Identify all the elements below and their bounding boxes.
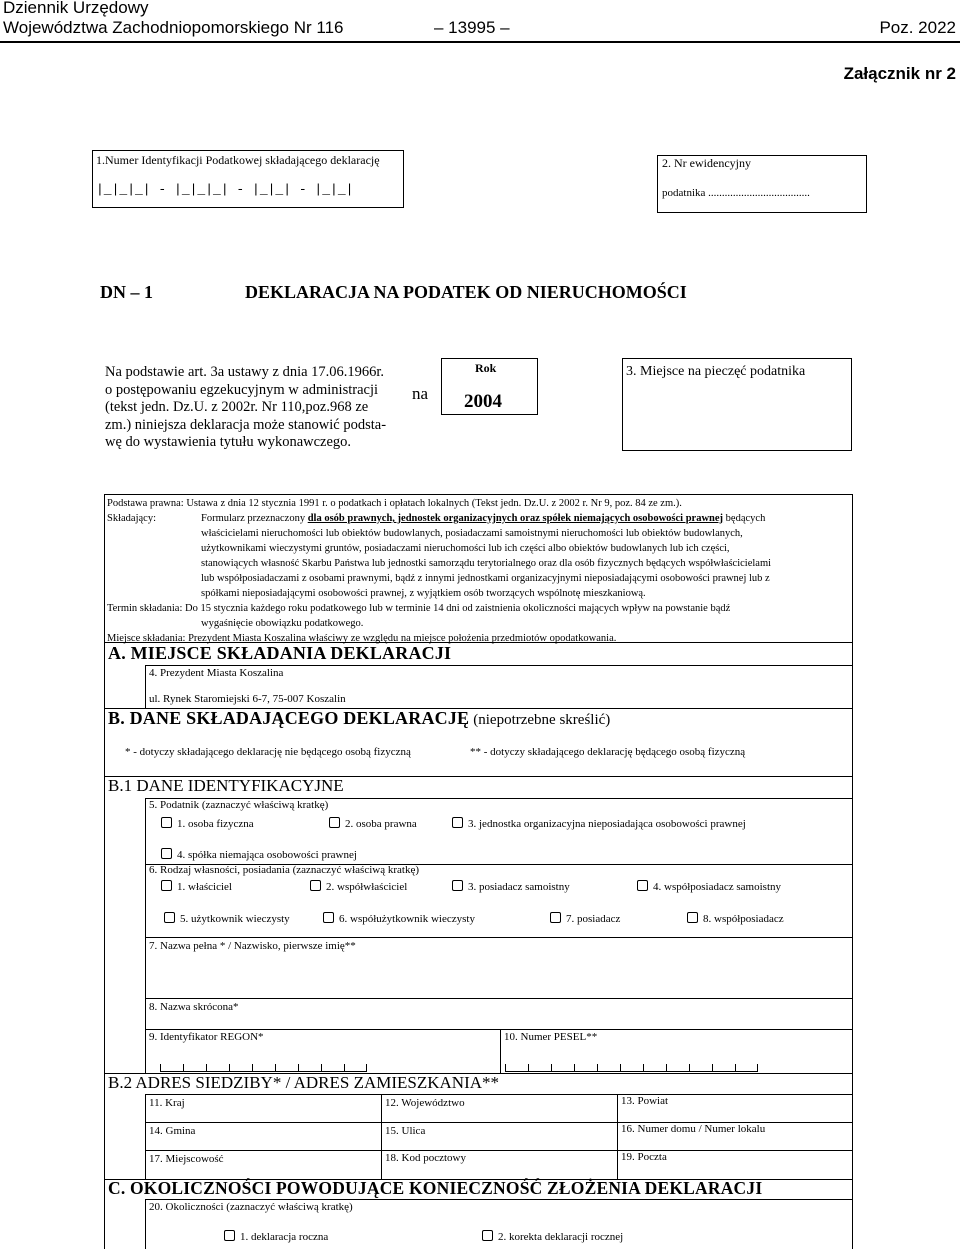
checkbox[interactable]: [687, 912, 698, 923]
checkbox[interactable]: [161, 848, 172, 859]
checkbox[interactable]: [482, 1230, 493, 1241]
ownership-option-2[interactable]: [310, 880, 407, 893]
annex-label: Załącznik nr 2: [843, 64, 956, 83]
info-block: [107, 496, 852, 646]
section-c-indent: [145, 1199, 146, 1249]
year-label: Rok: [475, 361, 497, 375]
checkbox[interactable]: [224, 1230, 235, 1241]
section-b2-title: B.2 ADRES SIEDZIBY* / ADRES ZAMIESZKANIA**: [108, 1073, 500, 1092]
option-label: 1. właściciel: [177, 881, 232, 893]
postal-code-label: 18. Kod pocztowy: [385, 1152, 466, 1164]
form-top-border: [104, 494, 853, 495]
evidence-number-field[interactable]: podatnika .....................................: [662, 187, 810, 199]
filer-line: lub współposiadaczami z osobami prawnymi, bądź z innymi jednostkami organizacyjnymi nieposiadającymi osobowości prawnej lub z: [201, 573, 770, 584]
checkbox[interactable]: [161, 880, 172, 891]
position-number: Poz. 2022: [879, 18, 956, 37]
section-b1-title: B.1 DANE IDENTYFIKACYJNE: [108, 776, 344, 795]
house-number-label: 16. Numer domu / Numer lokalu: [621, 1123, 766, 1135]
place-text: Prezydent Miasta Koszalina właściwy ze względu na miejsce położenia przedmiotów opodatkowania.: [188, 633, 617, 644]
form-code: DN – 1: [100, 282, 153, 302]
section-b-title-row: [108, 708, 610, 729]
checkbox[interactable]: [550, 912, 561, 923]
checkbox[interactable]: [164, 912, 175, 923]
filer-emphasis: dla osób prawnych, jednostek organizacyjnych oraz spółek niemających osobowości prawnej: [307, 513, 724, 524]
section-a-rule: [145, 665, 853, 666]
full-name-label: 7. Nazwa pełna * / Nazwisko, pierwsze imię**: [149, 940, 356, 952]
ownership-option-1[interactable]: [161, 880, 232, 893]
nip-input-mask[interactable]: |_|_|_| - |_|_|_| - |_|_| - |_|_|: [96, 182, 354, 197]
filer-text: będących: [725, 513, 766, 524]
short-name-input[interactable]: [146, 1015, 851, 1027]
correction-option[interactable]: [482, 1230, 623, 1243]
filer-line: użytkownikami wieczystymi gruntów, posiadaczami nieruchomości lub ich części albo obiektów budowlanych lub ich części,: [201, 543, 730, 554]
legal-note-line: wę do wystawienia tytułu wykonawczego.: [105, 434, 352, 450]
form-left-border: [104, 494, 105, 1249]
deadline-text: wygaśnięcie obowiązku podatkowego.: [201, 618, 364, 629]
place-label: Miejsce składania:: [107, 633, 186, 644]
checkbox[interactable]: [452, 880, 463, 891]
legal-note-line: (tekst jedn. Dz.U. z 2002r. Nr 110,poz.968 ze: [105, 399, 369, 415]
filer-line: spółkami nieposiadającymi osobowości prawnej, z wyjątkiem osób tworzących wspólnotę mieszkaniową.: [201, 588, 646, 599]
option-label: 2. korekta deklaracji rocznej: [498, 1231, 624, 1243]
checkbox[interactable]: [329, 817, 340, 828]
voivodeship-label: 12. Województwo: [385, 1097, 465, 1109]
checkbox[interactable]: [637, 880, 648, 891]
street-label: 15. Ulica: [385, 1125, 426, 1137]
note-legal-person: * - dotyczy składającego deklarację nie będącego osobą fizyczną: [125, 746, 411, 758]
field9-top: [145, 1029, 853, 1030]
journal-header: [3, 0, 344, 38]
circumstances-label: 20. Okoliczności (zaznaczyć właściwą kratkę): [149, 1201, 353, 1213]
b2-row1-top: [145, 1094, 853, 1095]
b2-row3-top: [145, 1150, 853, 1151]
section-c-title: C. OKOLICZNOŚCI POWODUJĄCE KONIECZNOŚĆ ZŁOŻENIA DEKLARACJI: [108, 1178, 763, 1198]
commune-label: 14. Gmina: [149, 1125, 196, 1137]
pesel-label: 10. Numer PESEL**: [504, 1031, 598, 1043]
ownership-option-7[interactable]: [550, 912, 620, 925]
b2-col-divider-2: [617, 1094, 618, 1179]
section-a-indent: [145, 665, 146, 708]
option-label: 7. posiadacz: [566, 913, 621, 925]
filer-text: Formularz przeznaczony: [201, 513, 306, 524]
filer-label: Składający:: [107, 513, 156, 524]
page-number: – 13995 –: [434, 18, 510, 37]
legal-note: [105, 364, 386, 452]
taxpayer-option-2[interactable]: [329, 817, 417, 830]
field6-label: 6. Rodzaj własności, posiadania (zaznaczyć właściwą kratkę): [149, 864, 419, 876]
city-label: 17. Miejscowość: [149, 1153, 224, 1165]
section-b-note: (niepotrzebne skreślić): [473, 712, 611, 728]
option-label: 3. posiadacz samoistny: [468, 881, 570, 893]
stamp-label: 3. Miejsce na pieczęć podatnika: [626, 364, 806, 379]
deadline-text: Do 15 stycznia każdego roku podatkowego lub w terminie 14 dni od zaistnienia okoliczności mających wpływ na powstanie bądź: [185, 603, 731, 614]
b2-col-divider-1: [381, 1094, 382, 1179]
post-office-label: 19. Poczta: [621, 1151, 667, 1163]
section-b1-indent: [145, 798, 146, 1073]
checkbox[interactable]: [452, 817, 463, 828]
annual-declaration-option[interactable]: [224, 1230, 328, 1243]
section-b2-indent: [145, 1094, 146, 1179]
country-label: 11. Kraj: [149, 1097, 185, 1109]
option-label: 2. osoba prawna: [345, 818, 417, 830]
tax-office-label: 4. Prezydent Miasta Koszalina: [149, 667, 284, 679]
checkbox[interactable]: [310, 880, 321, 891]
taxpayer-option-4[interactable]: [161, 848, 357, 861]
checkbox[interactable]: [161, 817, 172, 828]
option-label: 8. współposiadacz: [703, 913, 784, 925]
tax-office-address: ul. Rynek Staromiejski 6-7, 75-007 Koszalin: [149, 693, 346, 705]
form-right-border: [852, 494, 853, 1249]
journal-issue: Województwa Zachodniopomorskiego Nr 116: [3, 18, 344, 37]
legal-note-line: o postępowaniu egzekucyjnym w administracji: [105, 381, 379, 398]
option-label: 6. współużytkownik wieczysty: [339, 913, 475, 925]
form-title: DEKLARACJA NA PODATEK OD NIERUCHOMOŚCI: [245, 282, 687, 302]
header-rule: [0, 41, 960, 43]
deadline-label: Termin składania:: [107, 603, 183, 614]
taxpayer-option-1[interactable]: [161, 817, 254, 830]
field7-top: [145, 937, 853, 938]
legal-note-line: Na podstawie art. 3a ustawy z dnia 17.06.1966r.: [105, 364, 385, 380]
basis-label: Podstawa prawna:: [107, 498, 184, 509]
option-label: 4. spółka niemająca osobowości prawnej: [177, 849, 357, 861]
filer-line: właścicielami nieruchomości lub obiektów budowlanych, posiadaczami samoistnymi nieruchomości lub obiektów budowlanych,: [201, 528, 743, 539]
year-value[interactable]: 2004: [464, 391, 502, 412]
field8-top: [145, 998, 853, 999]
field20-top: [145, 1199, 853, 1200]
ownership-option-3[interactable]: [452, 880, 570, 893]
option-label: 4. współposiadacz samoistny: [653, 881, 782, 893]
ownership-option-8[interactable]: [687, 912, 784, 925]
county-label: 13. Powiat: [621, 1095, 669, 1107]
option-label: 3. jednostka organizacyjna nieposiadająca osobowości prawnej: [468, 818, 746, 830]
na-label: na: [412, 384, 429, 403]
journal-name: Dziennik Urzędowy: [3, 0, 149, 17]
option-label: 5. użytkownik wieczysty: [180, 913, 290, 925]
option-label: 2. współwłaściciel: [326, 881, 408, 893]
nip-label: 1.Numer Identyfikacji Podatkowej składającego deklarację: [96, 153, 380, 167]
section-a-title: A. MIEJSCE SKŁADANIA DEKLARACJI: [108, 643, 452, 663]
evidence-number-label: 2. Nr ewidencyjny: [662, 156, 751, 170]
option-label: 1. osoba fizyczna: [177, 818, 254, 830]
section-b-title: B. DANE SKŁADAJĄCEGO DEKLARACJĘ: [108, 708, 470, 728]
option-label: 1. deklaracja roczna: [240, 1231, 329, 1243]
basis-text: Ustawa z dnia 12 stycznia 1991 r. o podatkach i opłatach lokalnych (Tekst jedn. Dz.U. z 2002 r. Nr 9, poz. 84 ze zm.).: [186, 498, 682, 509]
taxpayer-option-3[interactable]: [452, 817, 746, 830]
ownership-option-6[interactable]: [323, 912, 475, 925]
field9-10-divider: [500, 1029, 501, 1073]
checkbox[interactable]: [323, 912, 334, 923]
note-natural-person: ** - dotyczy składającego deklarację będącego osobą fizyczną: [470, 746, 746, 758]
full-name-input[interactable]: [146, 955, 851, 995]
legal-note-line: zm.) niniejsza deklaracja może stanowić podsta-: [105, 416, 387, 433]
filer-line: stanowiących własność Skarbu Państwa lub jednostki samorządu terytorialnego oraz dla osób fizycznych będących współwłaścicielami: [201, 558, 772, 569]
field5-label: 5. Podatnik (zaznaczyć właściwą kratkę): [149, 799, 329, 811]
short-name-label: 8. Nazwa skrócona*: [149, 1001, 239, 1013]
ownership-option-4[interactable]: [637, 880, 781, 893]
regon-label: 9. Identyfikator REGON*: [149, 1031, 264, 1043]
ownership-option-5[interactable]: [164, 912, 290, 925]
pesel-input[interactable]: [505, 1059, 758, 1077]
